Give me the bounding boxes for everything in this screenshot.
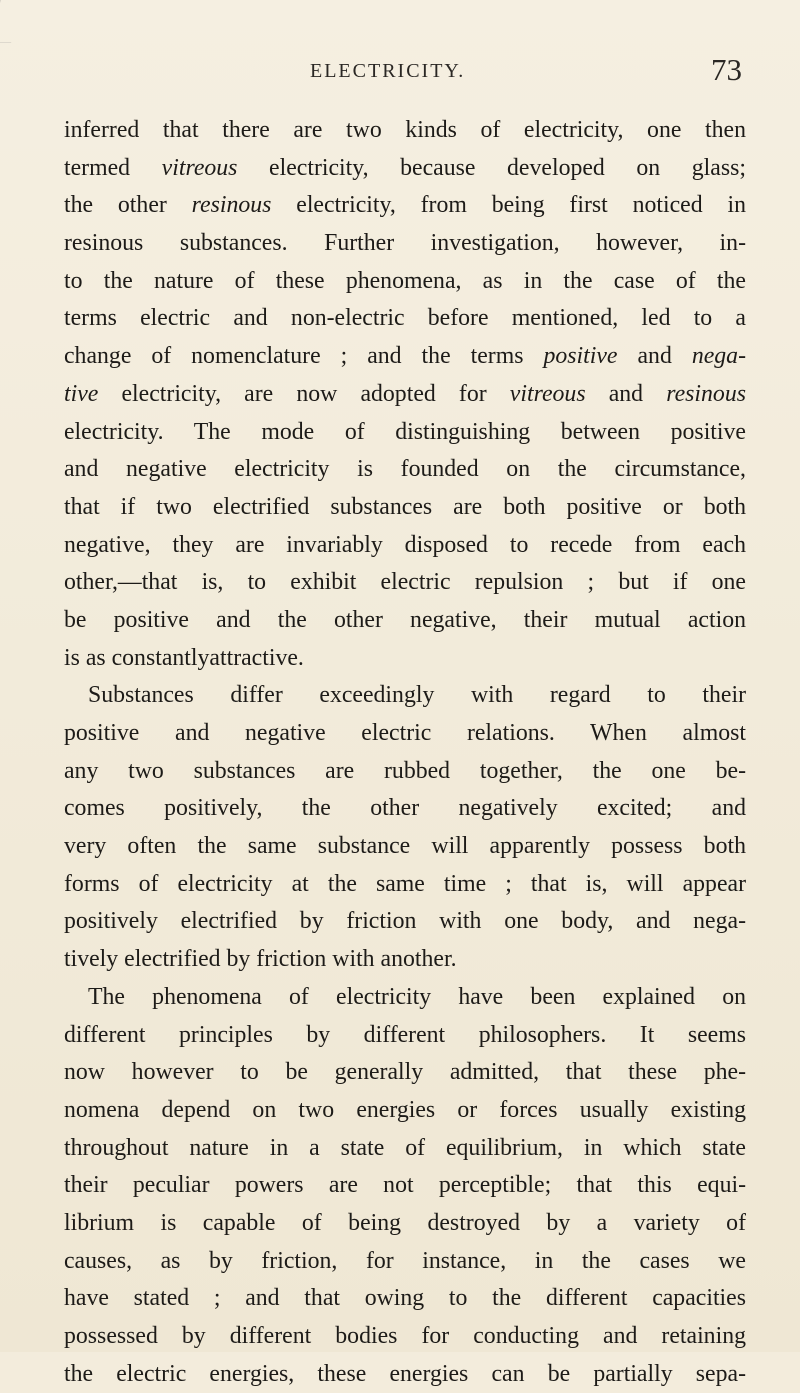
text-segment: The phenomena of electricity have been explained on <box>88 983 746 1010</box>
text-line <box>64 715 746 753</box>
text-segment: resinous substances. Further investigation, however, in- <box>64 230 746 257</box>
text-line <box>64 527 746 565</box>
text-line <box>64 979 746 1017</box>
text-line <box>64 338 746 376</box>
text-line <box>64 1205 746 1243</box>
text-line <box>64 112 746 150</box>
text-line <box>64 828 746 866</box>
text-segment: electricity, from being first noticed in <box>271 192 746 219</box>
text-segment: electricity. The mode of distinguishing between positive <box>64 418 746 445</box>
italic-term: positive <box>543 343 618 370</box>
text-line <box>64 451 746 489</box>
text-segment: to the nature of these phenomena, as in the case of the <box>64 267 746 294</box>
page-corner-shadow <box>0 0 25 43</box>
text-segment: librium is capable of being destroyed by a variety of <box>64 1209 746 1236</box>
text-line <box>64 677 746 715</box>
text-line <box>64 1167 746 1205</box>
text-segment: negative, they are invariably disposed to recede from each <box>64 531 746 558</box>
text-segment: positively electrified by friction with one body, and nega- <box>64 908 746 935</box>
text-segment: tively electrified by friction with another. <box>64 946 457 973</box>
text-line <box>64 941 746 979</box>
text-segment: the other <box>64 192 192 219</box>
text-line <box>64 1092 746 1130</box>
text-line <box>64 1017 746 1055</box>
text-segment: have stated ; and that owing to the different capacities <box>64 1285 746 1312</box>
text-segment: be positive and the other negative, their mutual action <box>64 606 746 633</box>
text-segment: different principles by different philosophers. It seems <box>64 1021 746 1048</box>
text-segment: electricity, are now adopted for <box>98 380 510 407</box>
text-segment: positive and negative electric relations. When almost <box>64 720 746 746</box>
text-line <box>64 903 746 941</box>
text-line <box>64 1356 746 1393</box>
text-segment: possessed by different bodies for conducting and retaining <box>64 1323 746 1349</box>
text-segment: comes positively, the other negatively excited; and <box>64 795 746 822</box>
text-line <box>64 263 746 301</box>
text-segment: inferred that there are two kinds of electricity, one then <box>64 117 746 143</box>
italic-term: nega- <box>691 343 746 370</box>
italic-term: resinous <box>666 380 746 407</box>
italic-term: vitreous <box>161 154 238 181</box>
text-segment: any two substances are rubbed together, the one be- <box>64 757 746 784</box>
text-line <box>64 866 746 904</box>
text-line <box>64 564 746 602</box>
text-line <box>64 150 746 188</box>
text-line <box>64 1280 746 1318</box>
italic-term: resinous <box>191 192 272 219</box>
text-segment: termed <box>64 154 162 181</box>
text-segment: and <box>617 343 692 370</box>
text-line <box>64 640 746 678</box>
text-segment: causes, as by friction, for instance, in the cases we <box>64 1247 746 1274</box>
text-line <box>64 376 746 414</box>
text-segment: that if two electrified substances are both positive or both <box>64 493 746 520</box>
text-line <box>64 187 746 225</box>
text-line <box>64 414 746 452</box>
text-segment: other,—that is, to exhibit electric repulsion ; but if one <box>64 569 746 596</box>
body-text <box>64 112 746 1393</box>
text-segment: very often the same substance will apparently possess both <box>64 833 746 860</box>
text-line <box>64 1130 746 1168</box>
text-line <box>64 1243 746 1281</box>
text-segment: change of nomenclature ; and the terms <box>64 343 544 370</box>
text-line <box>64 790 746 828</box>
italic-term: tive <box>64 380 99 407</box>
text-line <box>64 489 746 527</box>
text-line <box>64 1318 746 1356</box>
text-segment: electricity, because developed on glass; <box>237 154 746 181</box>
text-segment: forms of electricity at the same time ; that is, will appear <box>64 870 746 897</box>
text-segment: terms electric and non-electric before mentioned, led to a <box>64 305 746 332</box>
text-line <box>64 753 746 791</box>
text-line <box>64 300 746 338</box>
text-segment: now however to be generally admitted, that these phe- <box>64 1059 746 1086</box>
text-line <box>64 1054 746 1092</box>
text-segment: Substances differ exceedingly with regard to their <box>88 682 746 709</box>
text-segment: throughout nature in a state of equilibrium, in which state <box>64 1134 746 1161</box>
text-segment: the electric energies, these energies can be partially sepa- <box>64 1360 746 1387</box>
text-line <box>64 225 746 263</box>
text-segment: their peculiar powers are not perceptible; that this equi- <box>64 1172 746 1199</box>
text-segment: and negative electricity is founded on the circumstance, <box>64 456 746 483</box>
text-segment: is as constantlyattractive. <box>64 644 304 671</box>
running-head: ELECTRICITY. <box>310 60 466 82</box>
text-line <box>64 602 746 640</box>
page-header <box>310 52 742 92</box>
italic-term: vitreous <box>509 380 586 407</box>
text-segment: and <box>585 380 667 407</box>
page-number: 73 <box>711 52 742 87</box>
text-segment: nomena depend on two energies or forces usually existing <box>64 1096 746 1123</box>
